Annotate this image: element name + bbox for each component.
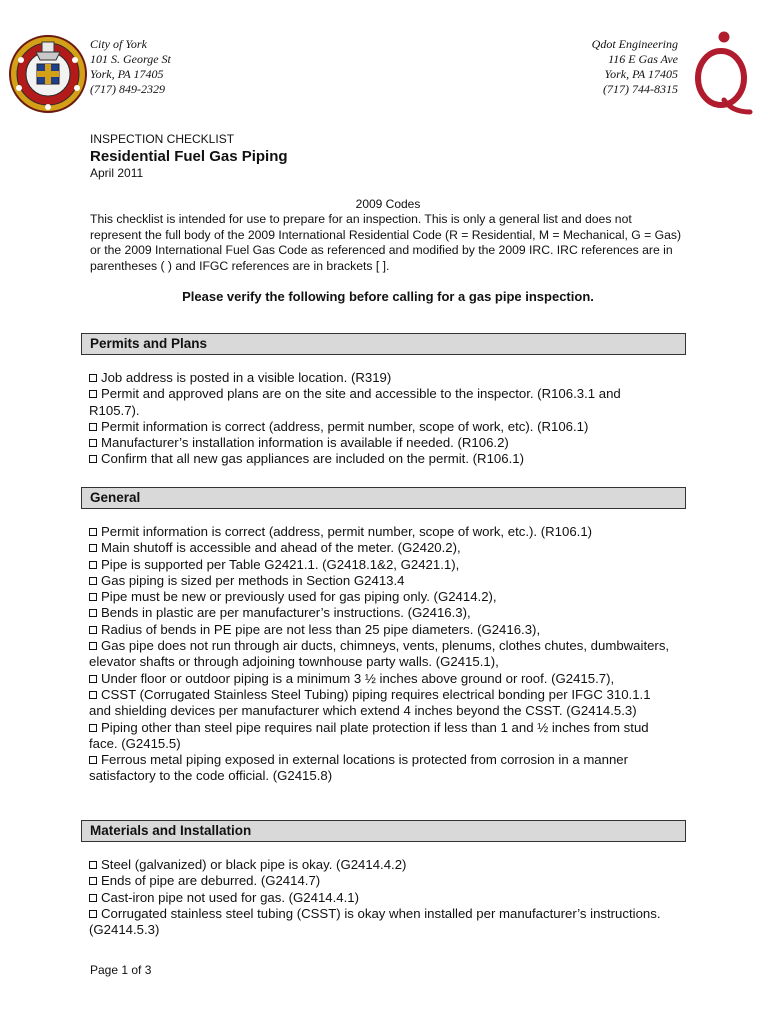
checklist-item — [89, 419, 674, 435]
checkbox-icon[interactable] — [89, 756, 97, 764]
checkbox-icon[interactable] — [89, 675, 97, 683]
document-title: Residential Fuel Gas Piping — [90, 148, 288, 165]
checklist-item-text: Corrugated stainless steel tubing (CSST) is okay when installed per manufacturer’s instructions. (G2414.5.3) — [89, 905, 661, 938]
checkbox-icon[interactable] — [89, 877, 97, 885]
page-number: Page 1 of 3 — [90, 963, 152, 977]
checklist-item-text: Bends in plastic are per manufacturer’s instructions. (G2416.3), — [101, 605, 471, 621]
checklist-item-text: Gas pipe does not run through air ducts, chimneys, vents, plenums, clothes chutes, dumbwaiters, elevator shafts or through adjoining townhouse party walls. (G2415.1), — [89, 638, 670, 670]
checkbox-icon[interactable] — [89, 626, 97, 634]
checklist — [89, 370, 674, 468]
section-header: Materials and Installation — [81, 820, 686, 842]
section-materials-and-installation — [81, 820, 686, 938]
checklist-item — [89, 687, 674, 720]
checklist-item-text: Pipe must be new or previously used for gas piping only. (G2414.2), — [101, 589, 497, 605]
codes-year: 2009 Codes — [355, 197, 421, 211]
city-of-york-seal — [6, 20, 90, 116]
checklist-item-text: CSST (Corrugated Stainless Steel Tubing) piping requires electrical bonding per IFGC 310.1.1 and shielding devices per manufacturer which extend 4 inches beyond the CSST. (G2414.5.3) — [89, 686, 651, 719]
checklist-item-text: Under floor or outdoor piping is a minimum 3 ½ inches above ground or roof. (G2415.7), — [101, 670, 615, 686]
checkbox-icon[interactable] — [89, 910, 97, 918]
checklist-item — [89, 573, 674, 589]
checkbox-icon[interactable] — [89, 544, 97, 552]
section-permits-and-plans — [81, 333, 686, 468]
checklist-item — [89, 671, 674, 687]
address-line: (717) 744-8315 — [603, 82, 678, 96]
checkbox-icon[interactable] — [89, 894, 97, 902]
checklist-item — [89, 370, 674, 386]
checkbox-icon[interactable] — [89, 724, 97, 732]
checklist-item — [89, 720, 674, 753]
checklist-item — [89, 890, 674, 906]
address-line: 101 S. George St — [90, 52, 171, 66]
qdot-logo — [688, 28, 754, 118]
checkbox-icon[interactable] — [89, 609, 97, 617]
checklist-item — [89, 857, 674, 873]
section-header: General — [81, 487, 686, 509]
checklist-item-text: Ferrous metal piping exposed in external locations is protected from corrosion in a manner satisfactory to the code official. (G2415.8) — [89, 752, 629, 784]
checklist-item-text: Piping other than steel pipe requires nail plate protection if less than 1 and ½ inches from stud face. (G2415.5) — [89, 719, 649, 751]
checklist — [89, 524, 674, 785]
checkbox-icon[interactable] — [89, 455, 97, 463]
checklist-item — [89, 605, 674, 621]
address-line: City of York — [90, 37, 147, 51]
intro-paragraph: This checklist is intended for use to prepare for an inspection. This is only a general list and does not represent the full body of the 2009 International Residential Code (R = Residential, M = Mechanical, G = Gas) or the 2009 International Fuel Gas Code as referenced and modified by the 2009 IRC. IRC references are in parentheses ( ) and IFGC references are in brackets [ ]. — [90, 212, 682, 273]
checklist-item-text: Permit and approved plans are on the site and accessible to the inspector. (R106.3.1 and R105.7). — [89, 386, 621, 418]
checklist-item-text: Steel (galvanized) or black pipe is okay. (G2414.4.2) — [101, 857, 407, 872]
checklist-item-text: Permit information is correct (address, permit number, scope of work, etc.). (R106.1) — [101, 524, 593, 539]
address-line: 116 E Gas Ave — [608, 52, 678, 66]
checkbox-icon[interactable] — [89, 593, 97, 601]
address-line: York, PA 17405 — [90, 67, 164, 81]
section-header: Permits and Plans — [81, 333, 686, 355]
city-of-york-address — [90, 37, 171, 97]
checklist-item — [89, 752, 674, 785]
checklist-item — [89, 386, 674, 419]
checkbox-icon[interactable] — [89, 374, 97, 382]
document-type: INSPECTION CHECKLIST — [90, 132, 235, 146]
checklist-item-text: Job address is posted in a visible location. (R319) — [101, 370, 392, 385]
checklist-item-text: Radius of bends in PE pipe are not less than 25 pipe diameters. (G2416.3), — [101, 621, 541, 637]
checklist-item-text: Manufacturer’s installation information is available if needed. (R106.2) — [101, 435, 509, 451]
checklist-item-text: Ends of pipe are deburred. (G2414.7) — [101, 873, 321, 889]
checkbox-icon[interactable] — [89, 439, 97, 447]
checklist-item — [89, 451, 674, 467]
verify-instruction: Please verify the following before calling for a gas pipe inspection. — [182, 289, 594, 304]
checklist-item-text: Main shutoff is accessible and ahead of the meter. (G2420.2), — [101, 540, 461, 556]
checkbox-icon[interactable] — [89, 423, 97, 431]
checkbox-icon[interactable] — [89, 390, 97, 398]
checkbox-icon[interactable] — [89, 528, 97, 536]
address-line: Qdot Engineering — [591, 37, 678, 51]
checklist-item — [89, 557, 674, 573]
checklist-item-text: Confirm that all new gas appliances are included on the permit. (R106.1) — [101, 451, 524, 467]
document-date: April 2011 — [90, 166, 144, 180]
checklist-item — [89, 873, 674, 889]
checklist-item-text: Pipe is supported per Table G2421.1. (G2418.1&2, G2421.1), — [101, 556, 460, 572]
qdot-engineering-address — [592, 37, 678, 97]
section-general — [81, 487, 686, 785]
checklist-item-text: Cast-iron pipe not used for gas. (G2414.4.1) — [101, 889, 360, 905]
checkbox-icon[interactable] — [89, 861, 97, 869]
checkbox-icon[interactable] — [89, 577, 97, 585]
checkbox-icon[interactable] — [89, 691, 97, 699]
checklist-item-text: Gas piping is sized per methods in Section G2413.4 — [101, 572, 405, 588]
checklist — [89, 857, 674, 938]
checkbox-icon[interactable] — [89, 561, 97, 569]
checklist-item — [89, 540, 674, 556]
checklist-item — [89, 622, 674, 638]
checklist-item — [89, 638, 674, 671]
checklist-item — [89, 435, 674, 451]
checklist-item — [89, 524, 674, 540]
checklist-item — [89, 589, 674, 605]
checklist-item — [89, 906, 674, 939]
checkbox-icon[interactable] — [89, 642, 97, 650]
address-line: York, PA 17405 — [604, 67, 678, 81]
address-line: (717) 849-2329 — [90, 82, 165, 96]
checklist-item-text: Permit information is correct (address, permit number, scope of work, etc). (R106.1) — [101, 418, 589, 434]
